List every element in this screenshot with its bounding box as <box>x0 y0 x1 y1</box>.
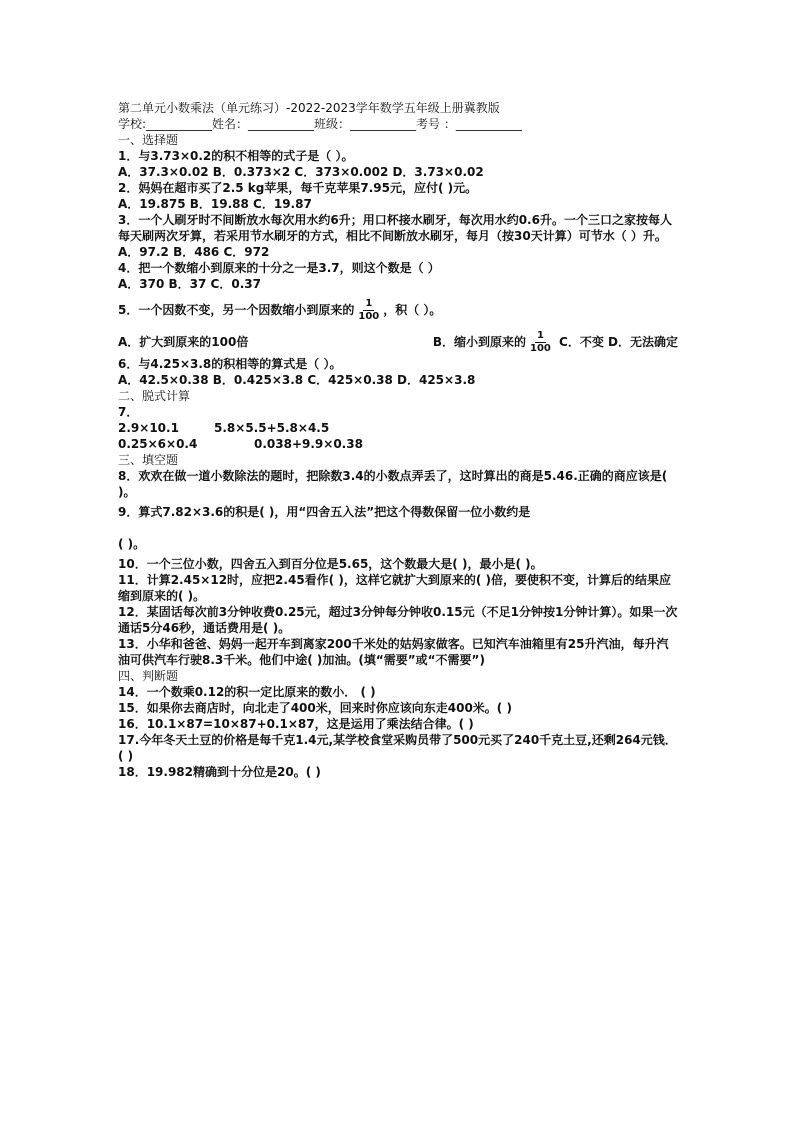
fraction-one-hundredth-b <box>528 330 553 355</box>
question-10: 10．一个三位小数，四舍五入到百分位是5.65，这个数最大是( )，最小是( )。 <box>118 557 543 571</box>
calc-item-4: 0.038+9.9×0.38 <box>254 437 363 451</box>
worksheet-title: 第二单元小数乘法（单元练习）-2022-2023学年数学五年级上册冀教版 <box>118 101 500 115</box>
student-info-line: 学校:___________姓名：___________班级：___________考号 ：___________ <box>118 117 522 131</box>
question-7-row-1 <box>118 420 678 436</box>
question-9-line-1: 9．算式7.82×3.6的积是( )，用“四舍五入法”把这个得数保留一位小数约是 <box>118 505 531 519</box>
question-9-line-2: ( )。 <box>118 537 146 551</box>
question-3-options: A．97.2 B．486 C．972 <box>118 245 270 259</box>
question-5-option-a: A．扩大到原来的100倍 <box>118 335 249 349</box>
question-1-stem: 1．与3.73×0.2的积不相等的式子是（ ）。 <box>118 149 354 163</box>
question-5-stem-a: 5．一个因数不变，另一个因数缩小到原来的 <box>118 303 355 317</box>
calc-item-2: 5.8×5.5+5.8×4.5 <box>214 421 330 435</box>
question-15: 15．如果你去商店时，向北走了400米，回来时你应该向东走400米。( ) <box>118 701 512 715</box>
fraction-numerator-b: 1 <box>536 330 544 341</box>
question-5-option-b: B．缩小到原来的 <box>432 335 526 349</box>
question-5-options <box>118 328 678 356</box>
calc-item-3: 0.25×6×0.4 <box>118 437 198 451</box>
question-13: 13．小华和爸爸、妈妈一起开车到离家200千米处的姑妈家做客。已知汽车油箱里有25升汽油，每升汽油可供汽车行驶8.3千米。他们中途( )加油。(填“需要”或“不需要”) <box>118 637 669 667</box>
question-6-stem: 6．与4.25×3.8的积相等的算式是（ ）。 <box>118 357 342 371</box>
question-5-stem <box>118 296 678 324</box>
question-4-stem: 4．把一个数缩小到原来的十分之一是3.7，则这个数是（ ） <box>118 261 440 275</box>
question-4-options: A．370 B．37 C．0.37 <box>118 277 261 291</box>
question-1-options: A．37.3×0.02 B．0.373×2 C．373×0.002 D．3.73×0.02 <box>118 165 484 179</box>
section-heading-judgement: 四、判断题 <box>118 669 179 683</box>
question-6-options: A．42.5×0.38 B．0.425×3.8 C．425×0.38 D．425×3.8 <box>118 373 476 387</box>
question-7-row-2 <box>118 436 678 452</box>
question-14: 14．一个数乘0.12的积一定比原来的数小． ( ) <box>118 685 376 699</box>
fraction-one-hundredth <box>356 298 381 323</box>
fraction-numerator: 1 <box>365 298 373 309</box>
section-heading-choice: 一、选择题 <box>118 133 179 147</box>
question-7-label: 7． <box>118 405 139 419</box>
worksheet-page <box>118 100 678 780</box>
section-heading-fill-in: 三、填空题 <box>118 453 179 467</box>
question-12: 12．某固话每次前3分钟收费0.25元，超过3分钟每分钟收0.15元（不足1分钟按1分钟计算）。如果一次通话5分46秒，通话费用是( )。 <box>118 605 678 635</box>
question-2-options: A．19.875 B．19.88 C．19.87 <box>118 197 312 211</box>
section-heading-calculation: 二、脱式计算 <box>118 389 191 403</box>
question-11: 11．计算2.45×12时，应把2.45看作( )，这样它就扩大到原来的( )倍，要使积不变，计算后的结果应缩到原来的( )。 <box>118 573 671 603</box>
question-5-stem-b: ，积（ ）。 <box>383 303 442 317</box>
fraction-denominator: 100 <box>358 311 380 322</box>
question-8: 8．欢欢在做一道小数除法的题时，把除数3.4的小数点弄丢了，这时算出的商是5.46.正确的商应该是( )。 <box>118 469 668 499</box>
question-5-option-cd: C．不变 D．无法确定 <box>554 335 678 349</box>
question-2-stem: 2．妈妈在超市买了2.5 kg苹果，每千克苹果7.95元，应付( )元。 <box>118 181 478 195</box>
question-18: 18．19.982精确到十分位是20。( ) <box>118 765 321 779</box>
question-16: 16．10.1×87=10×87+0.1×87，这是运用了乘法结合律。( ) <box>118 717 474 731</box>
question-3-stem: 3．一个人刷牙时不间断放水每次用水约6升；用口杯接水刷牙，每次用水约0.6升。一个三口之家按每人每天刷两次牙算，若采用节水刷牙的方式，相比不间断放水刷牙，每月（按30天计算）可节水（ ）升。 <box>118 213 672 243</box>
question-5-option-bcd <box>433 328 678 356</box>
calc-item-1: 2.9×10.1 <box>118 421 179 435</box>
fraction-denominator-b: 100 <box>530 343 551 354</box>
question-17: 17.今年冬天土豆的价格是每千克1.4元,某学校食堂采购员带了500元买了240千克土豆,还剩264元钱．( ) <box>118 733 677 763</box>
